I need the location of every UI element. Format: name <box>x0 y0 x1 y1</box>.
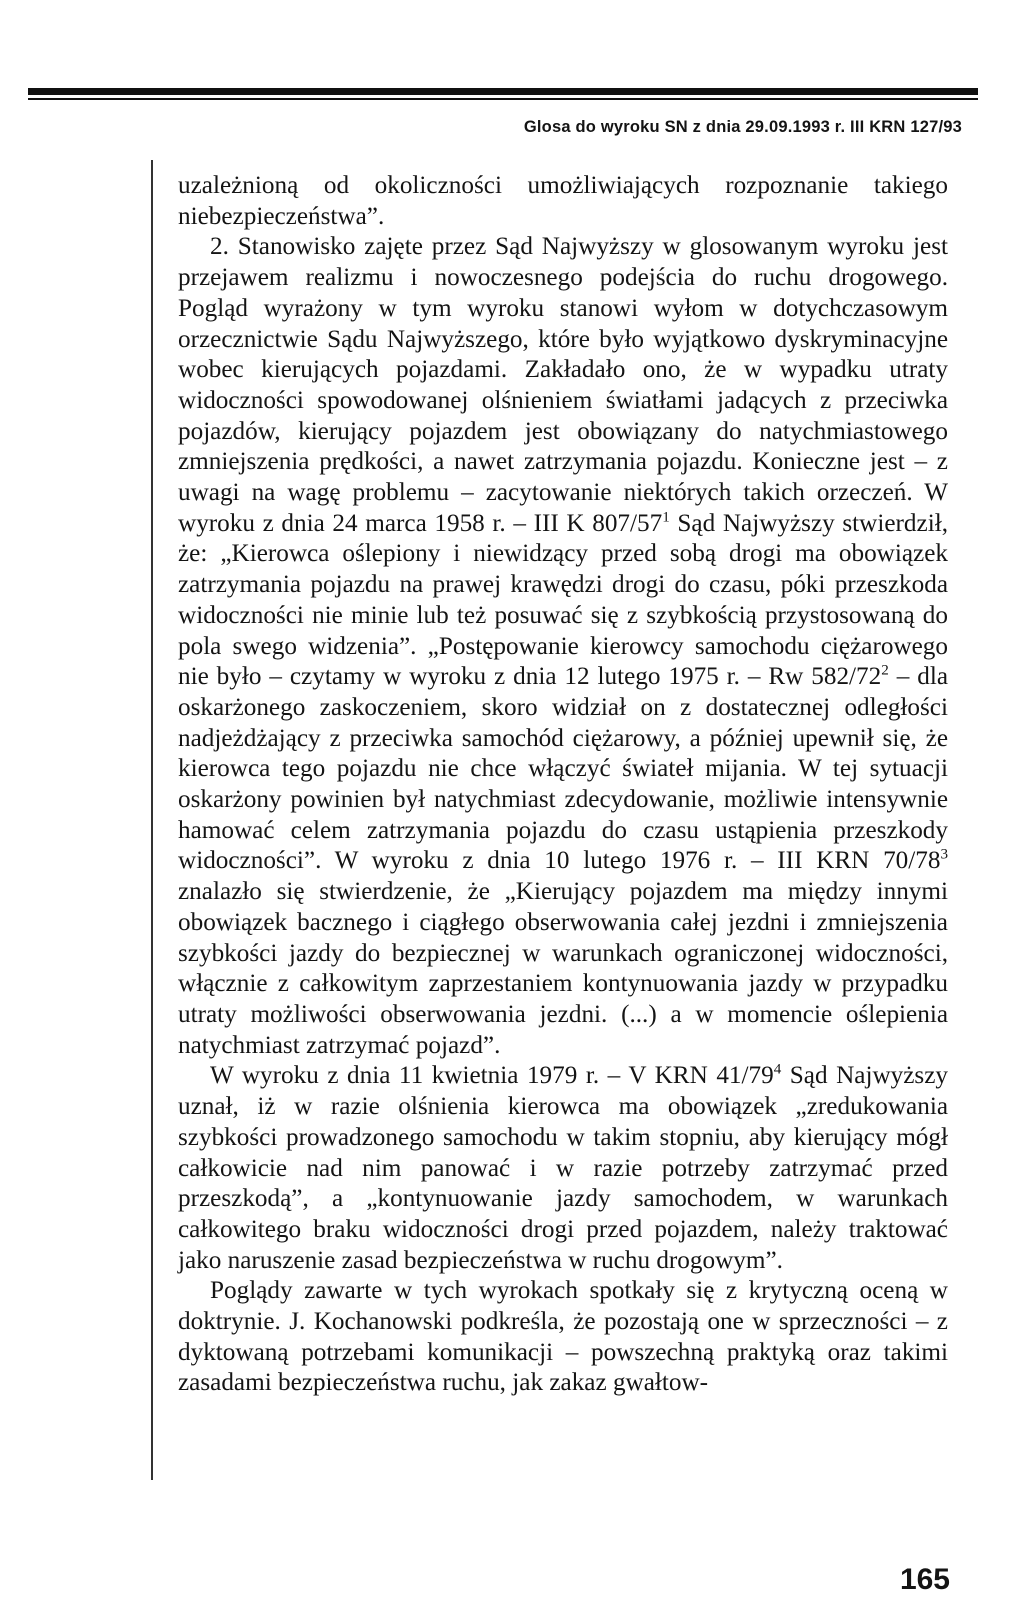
footnote-ref-1: 1 <box>662 509 670 526</box>
footnote-ref-3: 3 <box>940 847 948 864</box>
paragraph-4: Poglądy zawarte w tych wyrokach spotkały się z krytyczną oceną w doktrynie. J. Kochanowski podkreśla, że pozostają one w sprzeczności – z dyktowaną potrzebami komunikacji – powszechną praktyką oraz takimi zasadami bezpieczeństwa ruchu, jak zakaz gwałtow- <box>178 1277 948 1397</box>
page-number: 165 <box>899 1563 950 1596</box>
margin-line <box>151 160 153 1480</box>
paragraph-1: uzależnioną od okoliczności umożliwiających rozpoznanie takiego niebezpieczeństwa”. <box>178 172 948 230</box>
body-text <box>178 171 948 1399</box>
paragraph-2-part-b: Sąd Najwyższy stwierdził, że: „Kierowca oślepiony i niewidzący przed sobą drogi ma obowiązek zatrzymania pojazdu na prawej krawędzi drogi do czasu, póki przeszkoda widoczności nie minie lub też posuwać się z szybkością przystosowaną do pola swego widzenia”. „Postępowanie kierowcy samochodu ciężarowego nie było – czytamy w wyroku z dnia 12 lutego 1975 r. – Rw 582/72 <box>178 509 948 691</box>
paragraph-2-part-c: – dla oskarżonego zaskoczeniem, skoro widział on z dostatecznej odległości nadjeżdżający z przeciwka samochód ciężarowy, a później upewnił się, że kierowca tego pojazdu nie chce włączyć świateł mijania. W tej sytuacji oskarżony powinien był natychmiast zdecydowanie, możliwie intensywnie hamować celem zatrzymania pojazdu do czasu ustąpienia przeszkody widoczności”. W wyroku z dnia 10 lutego 1976 r. – III KRN 70/78 <box>178 663 948 875</box>
header-rule-thick <box>28 88 978 95</box>
paragraph-2 <box>178 232 948 1061</box>
header-rule-thin <box>28 98 978 100</box>
paragraph-3-part-b: Sąd Najwyższy uznał, iż w razie olśnienia kierowca ma obowiązek „zredukowania szybkości prowadzonego samochodu w takim stopniu, aby kierujący mógł całkowicie nad nim panować i w razie potrzeby zatrzymać przed przeszkodą”, a „kontynuowanie jazdy samochodem, w warunkach całkowitego braku widoczności drogi przed pojazdem, należy traktować jako naruszenie zasad bezpieczeństwa w ruchu drogowym”. <box>178 1062 949 1274</box>
footnote-ref-4: 4 <box>773 1062 782 1078</box>
paragraph-2-part-d: znalazło się stwierdzenie, że „Kierujący pojazdem ma między innymi obowiązek bacznego i ciągłego obserwowania całej jezdni i zmniejszenia szybkości jazdy do bezpiecznej w warunkach ograniczonej widoczności, włącznie z całkowitym zaprzestaniem kontynuowania jazdy w przypadku utraty możliwości obserwowania jezdni. (...) a w momencie oślepienia natychmiast zatrzymać pojazd”. <box>178 878 948 1059</box>
running-header: Glosa do wyroku SN z dnia 29.09.1993 r. III KRN 127/93 <box>523 118 962 136</box>
footnote-ref-2: 2 <box>881 662 889 679</box>
paragraph-3 <box>178 1061 948 1276</box>
paragraph-3-part-a: W wyroku z dnia 11 kwietnia 1979 r. – V KRN 41/79 <box>210 1062 774 1090</box>
paragraph-2-part-a: 2. Stanowisko zajęte przez Sąd Najwyższy w glosowanym wyroku jest przejawem realizmu i nowoczesnego podejścia do ruchu drogowego. Pogląd wyrażony w tym wyroku stanowi wyłom w dotychczasowym orzecznictwie Sądu Najwyższego, które było wyjątkowo dyskryminacyjne wobec kierujących pojazdami. Zakładało ono, że w wypadku utraty widoczności spowodowanej olśnieniem światłami jadących z przeciwka pojazdów, kierujący pojazdem jest obowiązany do natychmiastowego zmniejszenia prędkości, a nawet zatrzymania pojazdu. Konieczne jest – z uwagi na wagę problemu – zacytowanie niektórych takich orzeczeń. W wyroku z dnia 24 marca 1958 r. – III K 807/57 <box>178 233 948 537</box>
